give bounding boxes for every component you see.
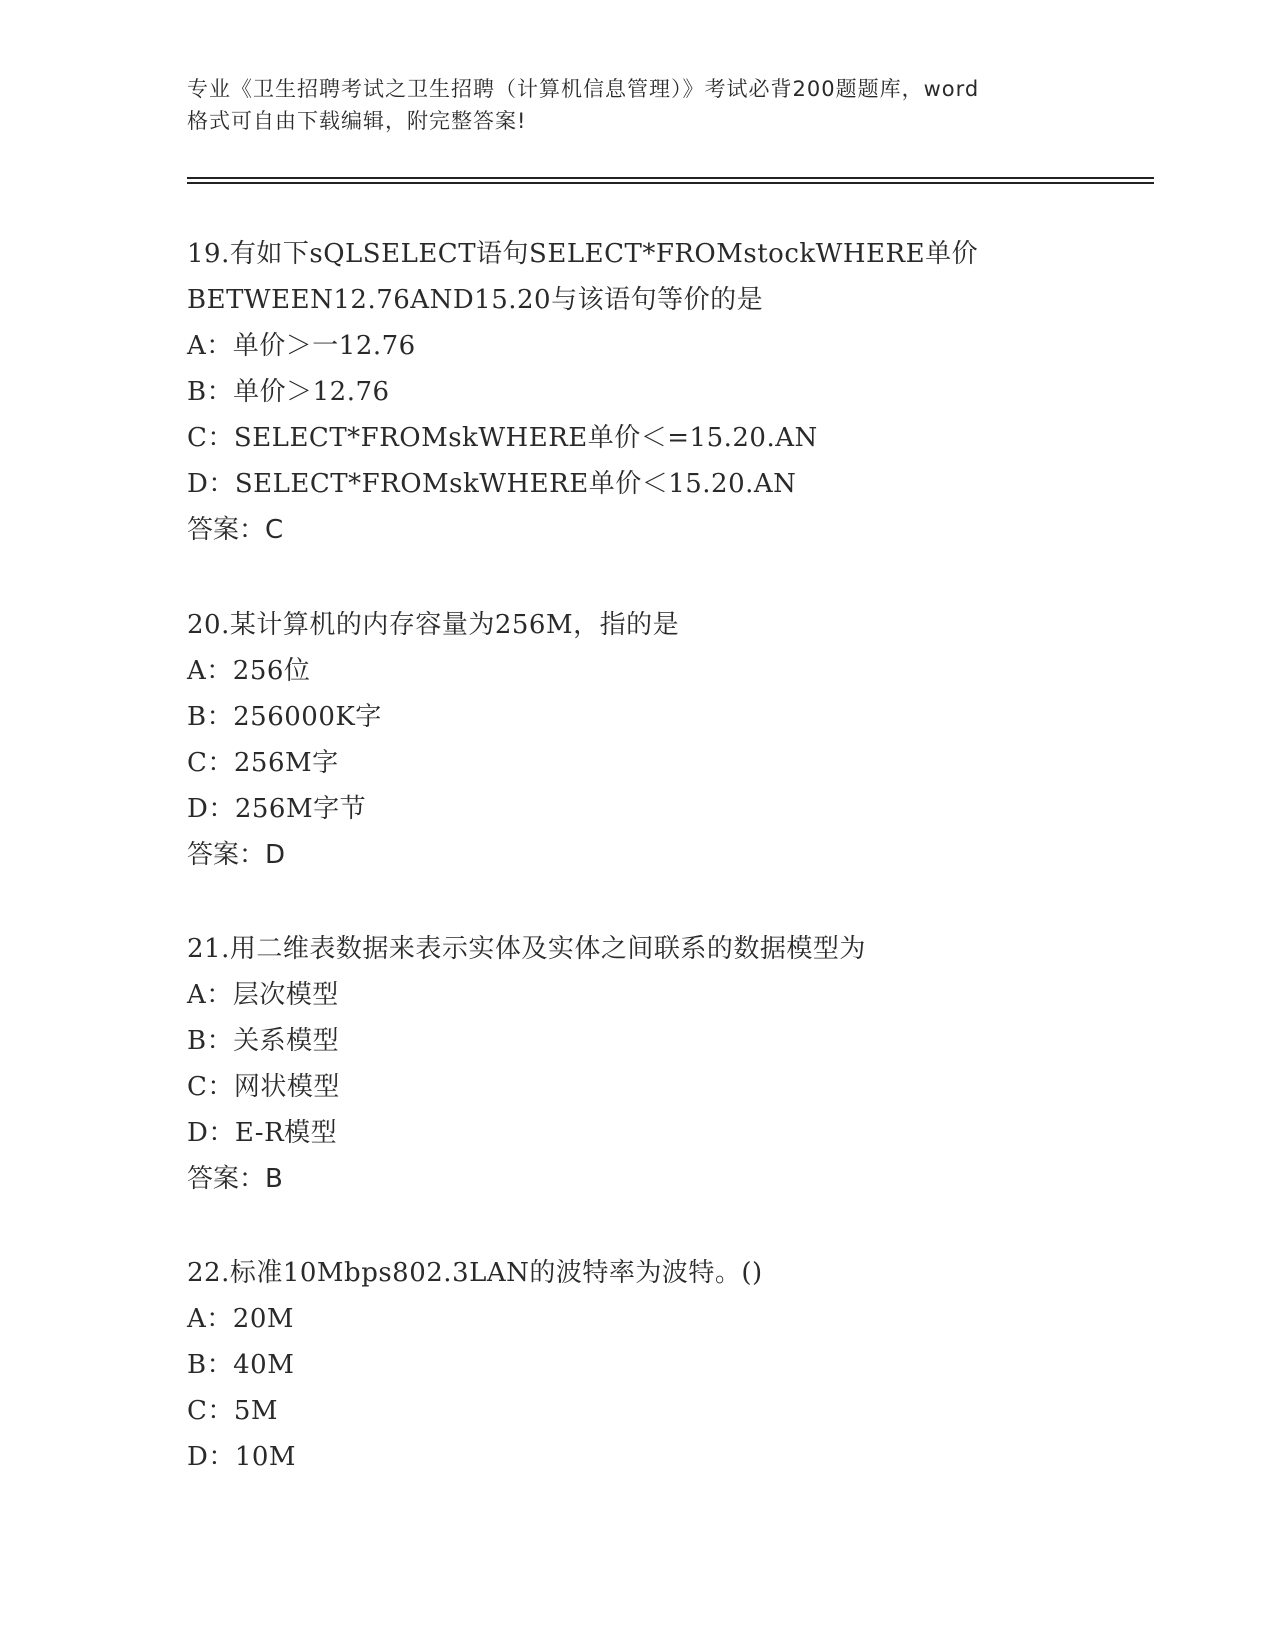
option-a: A：单价＞一12.76 xyxy=(187,331,416,361)
option-d: D：SELECT*FROMskWHERE单价＜15.20.AN xyxy=(187,469,797,499)
answer: 答案：D xyxy=(187,840,286,870)
header-divider-top xyxy=(187,177,1154,179)
question-stem-line: 20.某计算机的内存容量为256M，指的是 xyxy=(187,610,680,640)
option-b: B：256000K字 xyxy=(187,702,382,732)
option-d: D：256M字节 xyxy=(187,794,367,824)
option-b: B：单价＞12.76 xyxy=(187,377,390,407)
question-stem-line: 22.标准10Mbps802.3LAN的波特率为波特。() xyxy=(187,1258,763,1288)
option-b: B：40M xyxy=(187,1350,295,1380)
option-a: A：256位 xyxy=(187,656,311,686)
answer: 答案：B xyxy=(187,1164,283,1194)
question-stem-line: 21.用二维表数据来表示实体及实体之间联系的数据模型为 xyxy=(187,934,866,964)
option-c: C：5M xyxy=(187,1396,279,1426)
option-b: B：关系模型 xyxy=(187,1026,340,1056)
option-d: D：E-R模型 xyxy=(187,1118,338,1148)
option-a: A：20M xyxy=(187,1304,294,1334)
question-19 xyxy=(187,231,1187,553)
header-divider-bottom xyxy=(187,182,1154,184)
option-d: D：10M xyxy=(187,1442,297,1472)
question-20 xyxy=(187,602,1187,878)
question-21 xyxy=(187,926,1187,1202)
option-c: C：网状模型 xyxy=(187,1072,340,1102)
question-stem-line: 19.有如下sQLSELECT语句SELECT*FROMstockWHERE单价 xyxy=(187,239,979,269)
question-stem-line: BETWEEN12.76AND15.20与该语句等价的是 xyxy=(187,285,764,315)
option-a: A：层次模型 xyxy=(187,980,339,1010)
option-c: C：SELECT*FROMskWHERE单价＜=15.20.AN xyxy=(187,423,818,453)
header-line-2: 格式可自由下载编辑，附完整答案! xyxy=(187,109,527,133)
answer: 答案：C xyxy=(187,515,284,545)
header-line-1: 专业《卫生招聘考试之卫生招聘（计算机信息管理）》考试必背200题题库，word xyxy=(187,77,980,101)
option-c: C：256M字 xyxy=(187,748,339,778)
document-header xyxy=(187,73,1087,137)
question-22 xyxy=(187,1250,1187,1480)
